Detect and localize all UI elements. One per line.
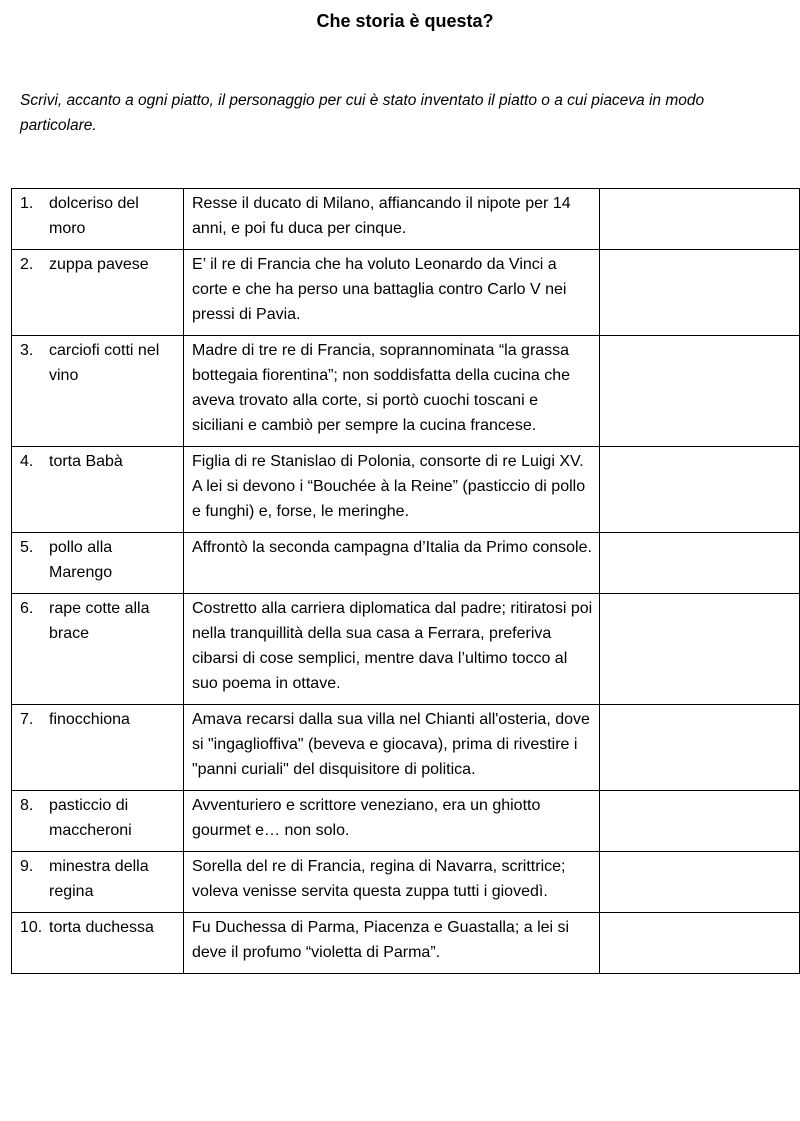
dish-name: torta duchessa [49, 919, 154, 936]
answer-cell[interactable] [600, 533, 800, 594]
clue-cell: Fu Duchessa di Parma, Piacenza e Guastalla; a lei si deve il profumo “violetta di Parma”. [184, 913, 600, 974]
clue-cell: Sorella del re di Francia, regina di Navarra, scrittrice; voleva venisse servita questa zuppa tutti i giovedì. [184, 852, 600, 913]
dish-name: pasticcio di maccheroni [49, 797, 132, 839]
row-number: 9. [20, 858, 34, 875]
dish-cell [12, 250, 184, 336]
table-row [12, 447, 800, 533]
dish-name: zuppa pavese [49, 256, 149, 273]
table-row [12, 852, 800, 913]
row-number: 1. [20, 195, 34, 212]
dish-name: finocchiona [49, 711, 130, 728]
table-row [12, 336, 800, 447]
clue-cell: Figlia di re Stanislao di Polonia, consorte di re Luigi XV. A lei si devono i “Bouchée à la Reine” (pasticcio di pollo e funghi) e, forse, le meringhe. [184, 447, 600, 533]
page-title: Che storia è questa? [316, 11, 494, 31]
answer-cell[interactable] [600, 189, 800, 250]
answer-cell[interactable] [600, 594, 800, 705]
dish-cell [12, 913, 184, 974]
dish-name: pollo alla Marengo [49, 539, 113, 581]
dish-name: dolceriso del moro [49, 195, 139, 237]
row-number: 5. [20, 539, 34, 556]
dish-cell [12, 594, 184, 705]
clue-cell: Costretto alla carriera diplomatica dal padre; ritiratosi poi nella tranquillità della sua casa a Ferrara, preferiva cibarsi di cose semplici, mentre dava l’ultimo tocco al suo poema in ottave. [184, 594, 600, 705]
table-row [12, 533, 800, 594]
table-row [12, 250, 800, 336]
clue-cell: Avventuriero e scrittore veneziano, era un ghiotto gourmet e… non solo. [184, 791, 600, 852]
table-row [12, 705, 800, 791]
answer-cell[interactable] [600, 913, 800, 974]
row-number: 8. [20, 797, 34, 814]
table-row [12, 594, 800, 705]
dish-cell [12, 336, 184, 447]
answer-cell[interactable] [600, 705, 800, 791]
dish-cell [12, 533, 184, 594]
answer-cell[interactable] [600, 447, 800, 533]
dish-cell [12, 705, 184, 791]
row-number: 2. [20, 256, 34, 273]
answer-cell[interactable] [600, 250, 800, 336]
clue-cell: Madre di tre re di Francia, soprannominata “la grassa bottegaia fiorentina”; non soddisfatta della cucina che aveva trovato alla corte, si portò cuochi toscani e siciliani e cambiò per sempre la cucina francese. [184, 336, 600, 447]
answer-cell[interactable] [600, 336, 800, 447]
clue-cell: Resse il ducato di Milano, affiancando il nipote per 14 anni, e poi fu duca per cinque. [184, 189, 600, 250]
dish-cell [12, 447, 184, 533]
dish-cell [12, 791, 184, 852]
row-number: 6. [20, 600, 34, 617]
clue-cell: Amava recarsi dalla sua villa nel Chianti all'osteria, dove si "ingaglioffiva" (beveva e giocava), prima di rivestire i "panni curiali" del disquisitore di politica. [184, 705, 600, 791]
instructions: Scrivi, accanto a ogni piatto, il personaggio per cui è stato inventato il piatto o a cui piaceva in modo particolare. [20, 92, 705, 134]
row-number: 3. [20, 342, 34, 359]
row-number: 4. [20, 453, 34, 470]
clue-cell: Affrontò la seconda campagna d’Italia da Primo console. [184, 533, 600, 594]
quiz-table [11, 188, 800, 974]
table-row [12, 189, 800, 250]
dish-cell [12, 189, 184, 250]
dish-cell [12, 852, 184, 913]
dish-name: minestra della regina [49, 858, 149, 900]
row-number: 10. [20, 919, 43, 936]
row-number: 7. [20, 711, 34, 728]
dish-name: rape cotte alla brace [49, 600, 150, 642]
table-row [12, 913, 800, 974]
answer-cell[interactable] [600, 791, 800, 852]
dish-name: torta Babà [49, 453, 123, 470]
dish-name: carciofi cotti nel vino [49, 342, 160, 384]
table-row [12, 791, 800, 852]
clue-cell: E’ il re di Francia che ha voluto Leonardo da Vinci a corte e che ha perso una battaglia contro Carlo V nei pressi di Pavia. [184, 250, 600, 336]
answer-cell[interactable] [600, 852, 800, 913]
